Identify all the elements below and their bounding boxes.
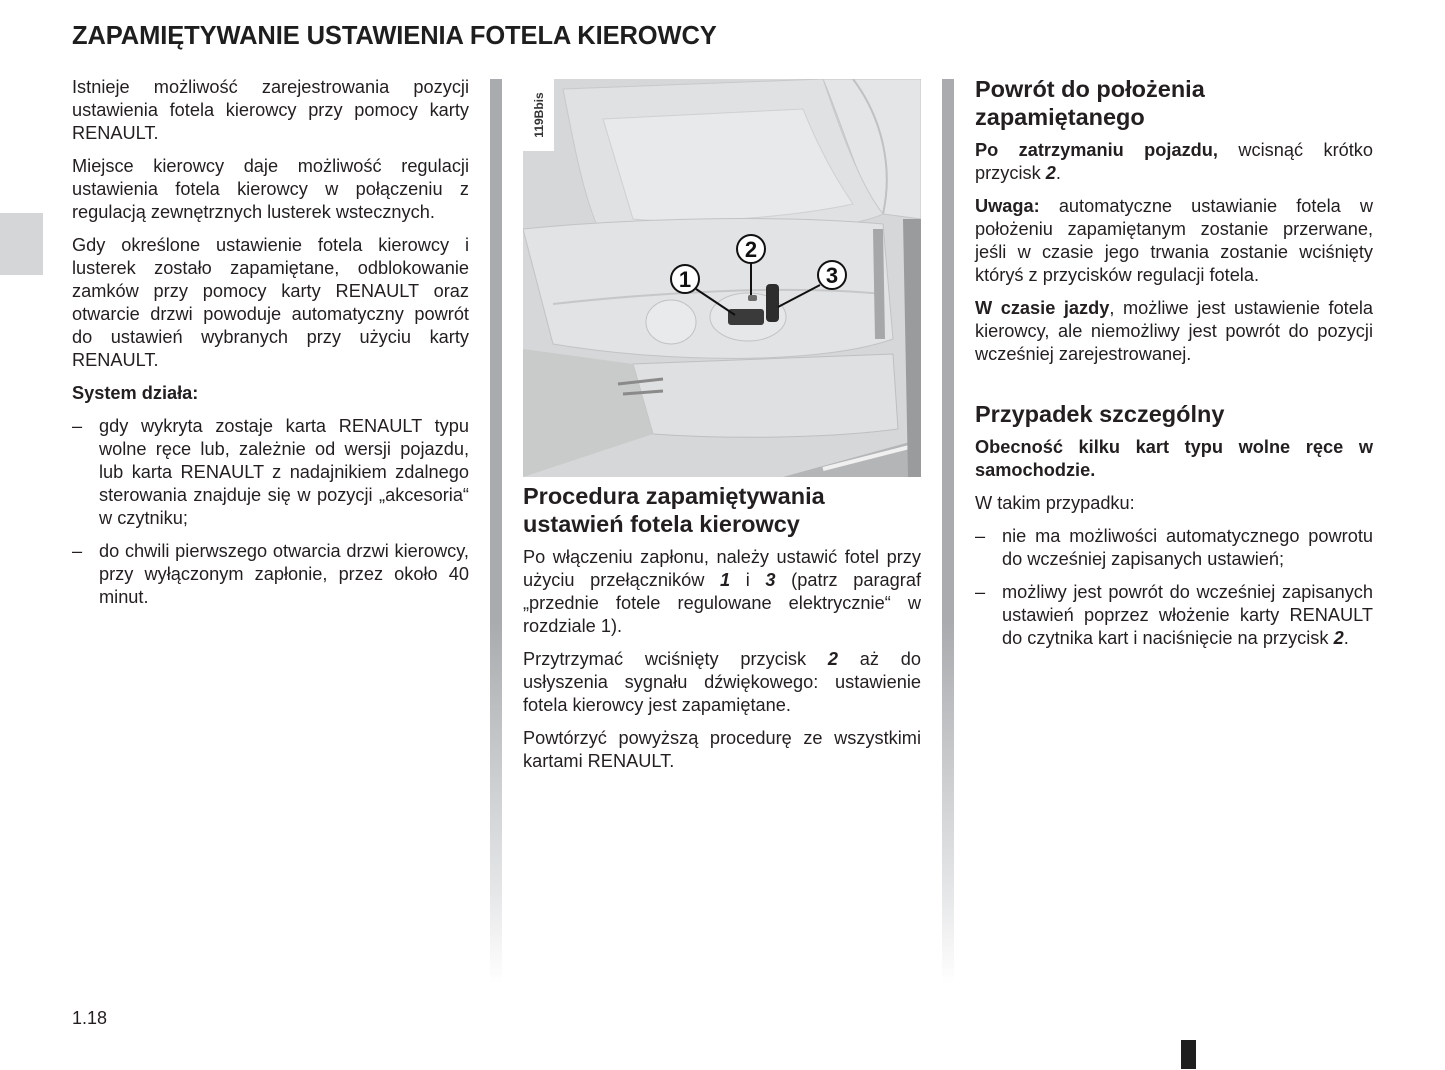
- dash-bullet: –: [975, 526, 986, 546]
- list-item-text: gdy wykryta zostaje karta RENAULT typu wolne ręce lub, zależnie od wersji pojazdu, lub karta RENAULT z nadajnikiem zdalnego sterowania znajduje się w pozycji „akcesoria“ w czytniku;: [99, 416, 469, 528]
- text: (patrz paragraf „przednie fotele regulowane elektrycznie“ w rozdziale 1).: [523, 570, 922, 636]
- column-divider-left: [490, 79, 502, 984]
- dash-bullet: –: [72, 416, 83, 436]
- list-item-text: nie ma możliwości automatycznego powrotu do wcześniej zapisanych ustawień;: [1002, 526, 1373, 569]
- page-number: 1.18: [72, 1008, 108, 1028]
- bold-lead: Uwaga:: [975, 196, 1040, 216]
- page-title: ZAPAMIĘTYWANIE USTAWIENIA FOTELA KIEROWCY: [72, 22, 717, 50]
- return-paragraph: [975, 139, 1373, 185]
- list-item-text: możliwy jest powrót do wcześniej zapisanych ustawień poprzez włożenie karty RENAULT do czytnika kart i naciśnięcie na przycisk: [1002, 582, 1373, 648]
- ref-button-2: 2: [1045, 163, 1056, 183]
- return-heading: Powrót do położenia zapamiętanego: [975, 76, 1205, 130]
- ref-switch-3: 3: [765, 570, 776, 590]
- special-case-heading: Przypadek szczególny: [975, 401, 1225, 427]
- list-item-text: do chwili pierwszego otwarcia drzwi kierowcy, przy wyłączonym zapłonie, przez około 40 minut.: [99, 541, 469, 607]
- special-case-subheading: Obecność kilku kart typu wolne ręce w samochodzie.: [975, 437, 1373, 480]
- procedure-heading: Procedura zapamiętywania ustawień fotela kierowcy: [523, 483, 825, 537]
- procedure-step-1: [523, 546, 921, 638]
- svg-text:1: 1: [678, 267, 692, 292]
- callout-1: [671, 265, 699, 293]
- middle-column: [523, 482, 921, 783]
- special-case-list: [975, 525, 1373, 650]
- seat-controls-figure: [523, 79, 921, 477]
- procedure-step-3: Powtórzyć powyższą procedurę ze wszystkimi kartami RENAULT.: [523, 728, 921, 771]
- dash-bullet: –: [72, 541, 83, 561]
- ref-button-2: 2: [827, 649, 838, 669]
- intro-paragraph: Istnieje możliwość zarejestrowania pozycji ustawienia fotela kierowcy przy pomocy karty RENAULT.: [72, 77, 469, 143]
- seat-illustration: [523, 79, 921, 477]
- left-column: [72, 76, 469, 619]
- list-item: [975, 525, 1373, 571]
- text: , możliwe jest ustawienie fotela kierowcy, ale niemożliwy jest powrót do pozycji wcześniej zarejestrowanej.: [975, 298, 1374, 364]
- list-item: [72, 415, 469, 530]
- text: Po włączeniu zapłonu, należy ustawić fotel przy użyciu przełączników: [523, 547, 921, 590]
- ref-switch-1: 1: [720, 570, 731, 590]
- text: Przytrzymać wciśnięty przycisk: [523, 649, 828, 669]
- system-heading: System działa:: [72, 383, 199, 403]
- svg-text:3: 3: [825, 263, 839, 288]
- chapter-tab-marker: [0, 213, 43, 275]
- list-item: [975, 581, 1373, 650]
- auto-return-paragraph: Gdy określone ustawienie fotela kierowcy i lusterek zostało zapamiętane, odblokowanie zamków przy pomocy karty RENAULT oraz otwarcie drzwi powoduje automatyczny powrót do ustawień wybranych przy użyciu karty RENAULT.: [72, 235, 469, 370]
- text: automatyczne ustawianie fotela w położeniu zapamiętanym zostanie przerwane, jeśli w czasie jego trwania zostanie wciśnięty któryś z przycisków regulacji fotela.: [975, 196, 1373, 285]
- bold-lead: Po zatrzymaniu pojazdu,: [975, 140, 1218, 160]
- list-item-text: .: [1343, 628, 1349, 648]
- column-divider-right: [942, 79, 954, 984]
- text: wcisnąć krótko przycisk: [975, 140, 1373, 183]
- end-of-section-marker: [1181, 1040, 1196, 1069]
- figure-code-label: [523, 79, 554, 151]
- system-conditions-list: [72, 415, 469, 609]
- right-column: [975, 75, 1373, 660]
- driving-paragraph: [975, 297, 1373, 366]
- list-item: [72, 540, 469, 609]
- bold-lead: W czasie jazdy: [975, 298, 1110, 318]
- text: .: [1055, 163, 1061, 183]
- text: aż do usłyszenia sygnału dźwiękowego: ustawienie fotela kierowcy jest zapamiętane.: [523, 649, 921, 715]
- callout-2: [737, 235, 765, 263]
- procedure-step-2: [523, 648, 921, 717]
- figure-code: 119Bbis: [531, 92, 546, 138]
- special-case-intro: W takim przypadku:: [975, 493, 1135, 513]
- ref-button-2: 2: [1333, 628, 1344, 648]
- note-paragraph: [975, 195, 1373, 287]
- dash-bullet: –: [975, 582, 986, 602]
- svg-text:2: 2: [744, 237, 758, 262]
- mirror-paragraph: Miejsce kierowcy daje możliwość regulacji ustawienia fotela kierowcy w połączeniu z regulacją zewnętrznych lusterek wstecznych.: [72, 156, 469, 222]
- text: i: [730, 570, 766, 590]
- callout-3: [818, 261, 846, 289]
